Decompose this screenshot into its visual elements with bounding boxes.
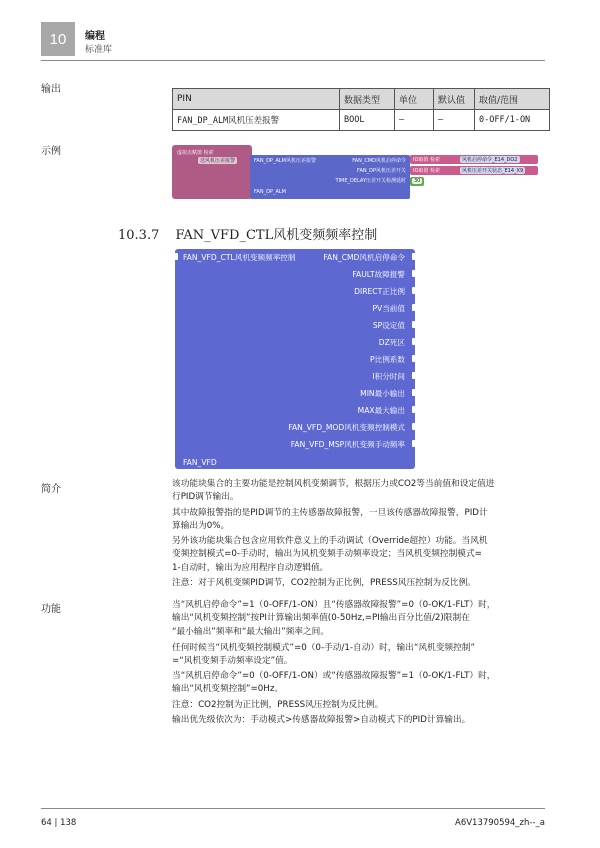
col-header: PIN (173, 89, 340, 110)
table-cell: BOOL (340, 110, 395, 131)
section-number: 10.3.7 (118, 228, 160, 243)
chapter-number: 10 (49, 30, 67, 48)
block-input-port (412, 338, 417, 345)
intro-paragraph: 其中故障报警指的是PID调节的主传感器故障报警，一旦该传感器故障报警，PID计 算输出为0%。 (172, 508, 488, 532)
table-cell: – (395, 110, 434, 131)
function-paragraph: 当“风机启停命令”=1（0-OFF/1-ON）且“传感器故障报警”=0（0-OK/1-FLT）时， 输出“风机变频控制”按PI计算输出频率值(0-50Hz,=PI输出百分比值/2)限制在 “最小输出”频率和“最大输出”频率之间。 (172, 600, 496, 637)
output-label: 输出 (41, 84, 61, 95)
function-paragraph: 当“风机启停命令”=0（0-OFF/1-ON）或“传感器故障报警”=1（0-OK/1-FLT）时， 输出“风机变频控制”=0Hz。 (172, 671, 496, 695)
virtual-point-block (172, 145, 252, 199)
function-paragraph: 注意：CO2控制为正比例，PRESS风压控制为反比例。 (172, 700, 384, 710)
intro-paragraph: 另外该功能块集合包含应用软件意义上的手动调试（Override超控）功能。当风机 变频控制模式=0-手动时，输出为风机变频手动频率设定；当风机变频控制模式= 1-自动时，输出为应用程序自动逻辑值。 (172, 536, 488, 573)
block-input-port (412, 321, 417, 328)
block-pin-left: FAN_DP_ALM风机压差报警 (254, 158, 316, 164)
block-title: FAN_VFD_CTL风机变频频率控制 (183, 253, 296, 262)
block-input-pin-label: SP设定值 (372, 321, 405, 330)
io-value-block-2 (410, 166, 538, 175)
header-divider (41, 60, 545, 61)
table-header-row (173, 89, 550, 110)
block-input-port (412, 287, 417, 294)
io-value-pill: 风机启停命令_E14_DO2 (462, 157, 518, 163)
number-value: 30 (414, 178, 421, 184)
block-output-label: FAN_DP_ALM (254, 189, 286, 195)
block-input-pin-label: FAN_CMD风机启停命令 (323, 253, 405, 262)
intro-paragraph: 该功能块集合的主要功能是控制风机变频调节，根据压力或CO2等当前值和设定值进 行PID调节输出。 (172, 479, 495, 503)
virtual-point-pill: 送风机压差报警 (200, 158, 236, 164)
io-value-tag: IO取值 检索 (413, 157, 440, 163)
block-input-pin-label: DIRECT正比例 (354, 287, 405, 296)
table-row (173, 110, 550, 131)
function-paragraph: 任何时候当“风机变频控制模式”=0（0-手动/1-自动）时，输出“风机变频控制” =“风机变频手动频率设定”值。 (172, 643, 475, 667)
block-input-pin-label: MIN最小输出 (360, 389, 405, 398)
fan-dp-alm-block (250, 155, 410, 199)
block-input-pin-label: FAN_VFD_MSP风机变频手动频率 (290, 440, 405, 449)
block-pin-right: FAN_DP风机压差开关 (357, 168, 406, 174)
fan-vfd-ctl-block (175, 249, 415, 469)
virtual-point-label: 虚拟点赋值 检索 (177, 150, 214, 156)
table-cell: 0-OFF/1-ON (475, 110, 550, 131)
block-pin-right: TIME_DELAY压差开关检测延时 (335, 178, 406, 184)
io-value-tag: IO取值 检索 (413, 168, 440, 174)
section-heading (118, 224, 377, 243)
output-pin-table (172, 88, 550, 131)
col-header: 单位 (395, 89, 434, 110)
input-port (173, 253, 178, 260)
block-input-port (412, 406, 417, 413)
block-input-port (412, 389, 417, 396)
block-input-port (412, 253, 417, 260)
block-input-pin-label: DZ死区 (378, 338, 405, 347)
example-label: 示例 (41, 146, 61, 157)
io-value-block-1 (410, 155, 538, 164)
footer-divider (41, 808, 545, 809)
block-input-pin-label: P比例系数 (370, 355, 405, 364)
block-input-port (412, 304, 417, 311)
page-number: 64 | 138 (41, 818, 77, 828)
block-input-port (412, 440, 417, 447)
document-id: A6V13790594_zh--_a (455, 818, 545, 828)
number-block (410, 177, 424, 186)
table-cell: – (434, 110, 475, 131)
block-input-pin-label: FAULT故障报警 (352, 270, 405, 279)
col-header: 默认值 (434, 89, 475, 110)
function-label: 功能 (41, 604, 61, 615)
block-input-pin-label: MAX最大输出 (357, 406, 405, 415)
block-pin-right: FAN_CMD风机启停命令 (352, 158, 406, 164)
col-header: 数据类型 (340, 89, 395, 110)
io-value-pill: 风机压差开关状态_E14_X9 (462, 168, 524, 174)
section-title: FAN_VFD_CTL风机变频频率控制 (175, 228, 378, 243)
chapter-title: 编程 (85, 31, 105, 42)
block-input-port (412, 423, 417, 430)
table-cell: FAN_DP_ALM风机压差报警 (173, 110, 340, 131)
example-diagram (172, 145, 542, 200)
block-input-port (412, 355, 417, 362)
block-input-pin-label: FAN_VFD_MOD风机变频控制模式 (288, 423, 405, 432)
intro-paragraph: 注意：对于风机变频PID调节，CO2控制为正比例，PRESS风压控制为反比例。 (172, 578, 476, 588)
intro-label: 简介 (41, 484, 61, 495)
chapter-number-box (41, 22, 75, 56)
function-paragraph: 输出优先级依次为：手动模式>传感器故障报警>自动模式下的PID计算输出。 (172, 715, 471, 725)
block-input-port (412, 270, 417, 277)
block-output-label: FAN_VFD (183, 458, 217, 467)
block-input-pin-label: PV当前值 (372, 304, 405, 313)
col-header: 取值/范围 (475, 89, 550, 110)
chapter-subtitle: 标准库 (85, 45, 113, 55)
block-input-pin-label: I积分时间 (372, 372, 405, 381)
block-input-port (412, 372, 417, 379)
